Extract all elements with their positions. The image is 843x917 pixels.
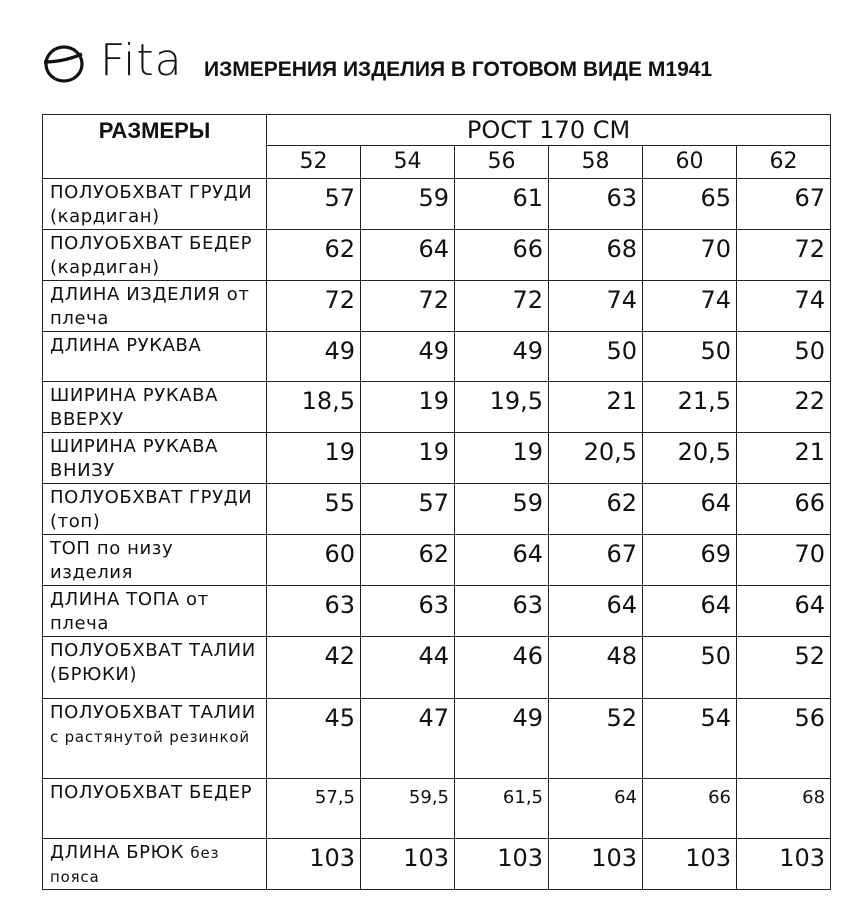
measurement-value: 103 — [455, 839, 549, 890]
measurement-label — [43, 535, 267, 586]
measurement-value: 47 — [361, 699, 455, 779]
measurement-value: 64 — [737, 586, 831, 637]
measurement-label — [43, 281, 267, 332]
measurement-value: 64 — [549, 586, 643, 637]
measurement-value: 57,5 — [267, 779, 361, 839]
measurement-value: 62 — [361, 535, 455, 586]
measurement-value: 66 — [643, 779, 737, 839]
table-row — [43, 586, 831, 637]
measurement-value: 50 — [643, 637, 737, 699]
table-row — [43, 332, 831, 382]
table-row — [43, 637, 831, 699]
measurement-value: 63 — [455, 586, 549, 637]
table-row — [43, 382, 831, 433]
measurement-value: 74 — [643, 281, 737, 332]
measurement-value: 64 — [549, 779, 643, 839]
measurement-value: 19 — [361, 433, 455, 484]
table-row — [43, 535, 831, 586]
measurement-value: 61 — [455, 179, 549, 230]
measurement-label-main: ПОЛУОБХВАТ ТАЛИИ (БРЮКИ) — [50, 640, 256, 685]
measurement-value: 103 — [267, 839, 361, 890]
measurement-value: 59 — [455, 484, 549, 535]
measurement-value: 19,5 — [455, 382, 549, 433]
measurement-label — [43, 179, 267, 230]
measurement-label-main: ПОЛУОБХВАТ БЕДЕР (кардиган) — [50, 233, 253, 278]
measurement-value: 21,5 — [643, 382, 737, 433]
measurement-value: 50 — [643, 332, 737, 382]
measurement-value: 52 — [549, 699, 643, 779]
measurement-value: 45 — [267, 699, 361, 779]
measurement-value: 103 — [643, 839, 737, 890]
measurement-value: 72 — [737, 230, 831, 281]
height-group-header: РОСТ 170 СМ — [267, 115, 831, 146]
measurement-value: 42 — [267, 637, 361, 699]
measurement-value: 67 — [737, 179, 831, 230]
document-header — [0, 0, 843, 112]
measurement-value: 72 — [267, 281, 361, 332]
measurement-value: 21 — [737, 433, 831, 484]
measurement-label — [43, 484, 267, 535]
measurement-label-main: ШИРИНА РУКАВА ВВЕРХУ — [50, 385, 218, 430]
size-column-header: 56 — [455, 146, 549, 179]
measurement-label — [43, 779, 267, 839]
measurement-label — [43, 586, 267, 637]
measurement-label — [43, 637, 267, 699]
measurement-value: 22 — [737, 382, 831, 433]
table-row — [43, 699, 831, 779]
measurement-value: 74 — [737, 281, 831, 332]
size-column-header: 60 — [643, 146, 737, 179]
measurement-value: 57 — [361, 484, 455, 535]
measurement-value: 69 — [643, 535, 737, 586]
size-column-header: 58 — [549, 146, 643, 179]
measurement-label-main: ШИРИНА РУКАВА ВНИЗУ — [50, 436, 218, 481]
size-column-header: 62 — [737, 146, 831, 179]
brand-name: Fita — [100, 35, 183, 86]
measurement-label — [43, 332, 267, 382]
measurement-value: 67 — [549, 535, 643, 586]
measurement-value: 64 — [643, 484, 737, 535]
table-row — [43, 281, 831, 332]
page-title: ИЗМЕРЕНИЯ ИЗДЕЛИЯ В ГОТОВОМ ВИДЕ М1941 — [204, 58, 713, 81]
measurement-value: 49 — [455, 699, 549, 779]
measurement-value: 19 — [267, 433, 361, 484]
measurement-value: 50 — [549, 332, 643, 382]
measurement-label-main: ПОЛУОБХВАТ ГРУДИ (топ) — [50, 487, 253, 532]
measurement-value: 60 — [267, 535, 361, 586]
measurement-value: 19 — [455, 433, 549, 484]
measurement-label-main: ДЛИНА ИЗДЕЛИЯ от плеча — [50, 284, 250, 329]
measurement-value: 21 — [549, 382, 643, 433]
sizes-header: РАЗМЕРЫ — [43, 115, 267, 179]
measurement-value: 49 — [267, 332, 361, 382]
measurement-value: 103 — [361, 839, 455, 890]
measurement-value: 50 — [737, 332, 831, 382]
measurement-value: 64 — [455, 535, 549, 586]
measurement-label — [43, 230, 267, 281]
measurement-value: 59 — [361, 179, 455, 230]
measurement-value: 72 — [361, 281, 455, 332]
measurement-label-main: ДЛИНА ТОПА от плеча — [50, 589, 209, 634]
measurement-value: 63 — [549, 179, 643, 230]
measurement-value: 62 — [267, 230, 361, 281]
measurement-label-main: ДЛИНА БРЮК — [50, 842, 185, 863]
measurement-value: 20,5 — [643, 433, 737, 484]
measurement-value: 48 — [549, 637, 643, 699]
measurement-value: 64 — [643, 586, 737, 637]
measurement-value: 44 — [361, 637, 455, 699]
measurement-value: 65 — [643, 179, 737, 230]
measurement-value: 68 — [549, 230, 643, 281]
table-row — [43, 230, 831, 281]
measurement-value: 74 — [549, 281, 643, 332]
measurement-value: 49 — [455, 332, 549, 382]
table-row — [43, 433, 831, 484]
table-row — [43, 179, 831, 230]
measurement-label-main: ТОП по низу изделия — [50, 538, 174, 583]
measurement-value: 72 — [455, 281, 549, 332]
measurement-label-main: ПОЛУОБХВАТ ГРУДИ (кардиган) — [50, 182, 253, 227]
measurement-value: 20,5 — [549, 433, 643, 484]
table-row — [43, 779, 831, 839]
measurement-value: 68 — [737, 779, 831, 839]
measurement-value: 52 — [737, 637, 831, 699]
measurement-label-note: с растянутой резинкой — [50, 728, 250, 746]
measurement-value: 49 — [361, 332, 455, 382]
measurements-table — [42, 114, 831, 890]
measurement-value: 18,5 — [267, 382, 361, 433]
measurement-value: 103 — [737, 839, 831, 890]
table-row — [43, 839, 831, 890]
measurement-value: 63 — [267, 586, 361, 637]
measurement-label-note: без пояса — [50, 844, 220, 886]
measurement-value: 57 — [267, 179, 361, 230]
brand-mark-icon — [42, 40, 92, 84]
measurement-value: 19 — [361, 382, 455, 433]
measurement-label — [43, 699, 267, 779]
size-column-header: 52 — [267, 146, 361, 179]
measurement-value: 64 — [361, 230, 455, 281]
measurement-value: 46 — [455, 637, 549, 699]
measurement-value: 62 — [549, 484, 643, 535]
table-row — [43, 484, 831, 535]
measurement-value: 70 — [643, 230, 737, 281]
measurement-value: 61,5 — [455, 779, 549, 839]
measurement-label-main: ДЛИНА РУКАВА — [50, 335, 202, 356]
size-column-header: 54 — [361, 146, 455, 179]
measurement-label — [43, 839, 267, 890]
measurement-value: 66 — [455, 230, 549, 281]
measurement-value: 59,5 — [361, 779, 455, 839]
measurement-label — [43, 433, 267, 484]
measurement-value: 63 — [361, 586, 455, 637]
measurement-label-main: ПОЛУОБХВАТ ТАЛИИ — [50, 702, 256, 723]
measurement-value: 55 — [267, 484, 361, 535]
measurement-value: 70 — [737, 535, 831, 586]
measurement-value: 56 — [737, 699, 831, 779]
measurement-label — [43, 382, 267, 433]
measurement-value: 54 — [643, 699, 737, 779]
measurement-label-main: ПОЛУОБХВАТ БЕДЕР — [50, 782, 253, 803]
measurement-value: 103 — [549, 839, 643, 890]
measurement-value: 66 — [737, 484, 831, 535]
